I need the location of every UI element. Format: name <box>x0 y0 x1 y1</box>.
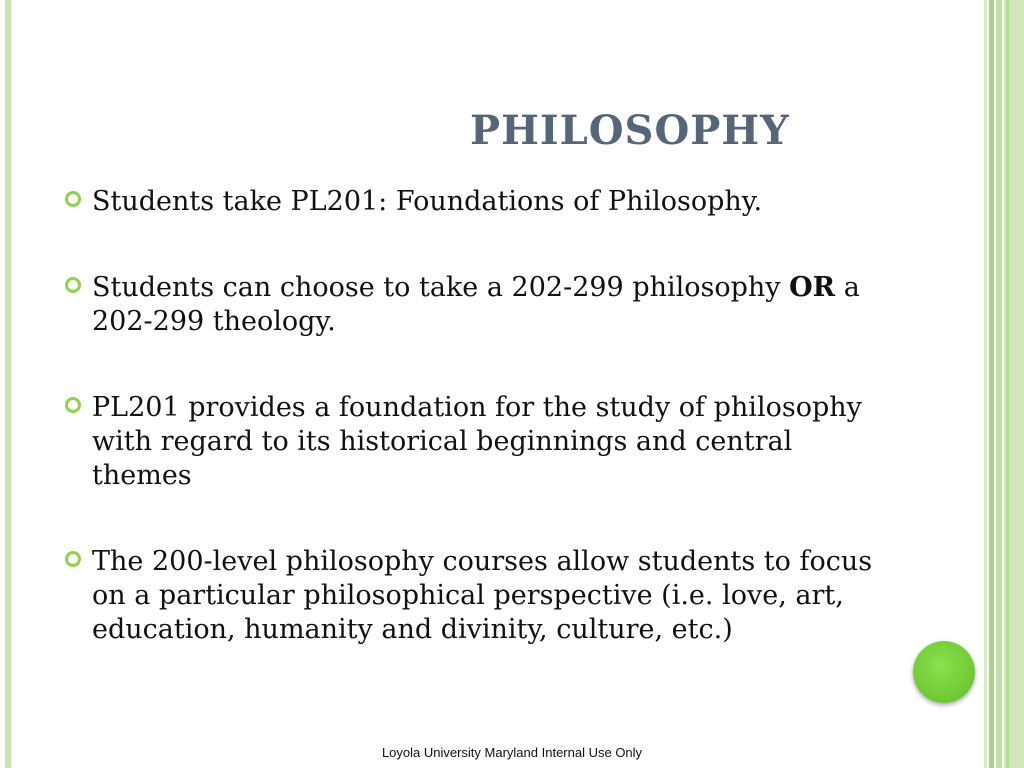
bullet-text: Students can choose to take a 202-299 philosophy <box>92 272 790 303</box>
bullet-text: Students take PL201: Foundations of Philosophy. <box>92 186 763 217</box>
bullet-text: PL201 provides a foundation for the study of philosophy with regard to its historical beginnings and central themes <box>92 392 862 491</box>
hollow-circle-icon <box>65 551 81 567</box>
hollow-circle-icon <box>65 397 81 413</box>
stripe <box>984 0 987 768</box>
bullet-list <box>62 185 882 647</box>
stripe <box>1006 0 1009 768</box>
bullet-item <box>62 545 882 647</box>
bullet-text-after: a 202-299 theology. <box>92 272 860 337</box>
bullet-text: The 200-level philosophy courses allow students to focus on a particular philosophical perspective (i.e. love, art, education, humanity and divinity, culture, etc.) <box>92 546 873 645</box>
bullet-item <box>62 185 882 219</box>
green-circle-icon <box>913 641 975 703</box>
left-decorative-bar <box>5 0 11 768</box>
hollow-circle-icon <box>65 191 81 207</box>
bullet-emphasis: OR <box>789 272 836 303</box>
right-decorative-stripes <box>984 0 1024 768</box>
hollow-circle-icon <box>65 277 81 293</box>
footer-text: Loyola University Maryland Internal Use Only <box>381 745 643 760</box>
slide-title: PHILOSOPHY <box>470 107 790 154</box>
bullet-item <box>62 391 882 493</box>
stripe <box>989 0 994 768</box>
stripe <box>996 0 1002 768</box>
bullet-item <box>62 271 882 339</box>
